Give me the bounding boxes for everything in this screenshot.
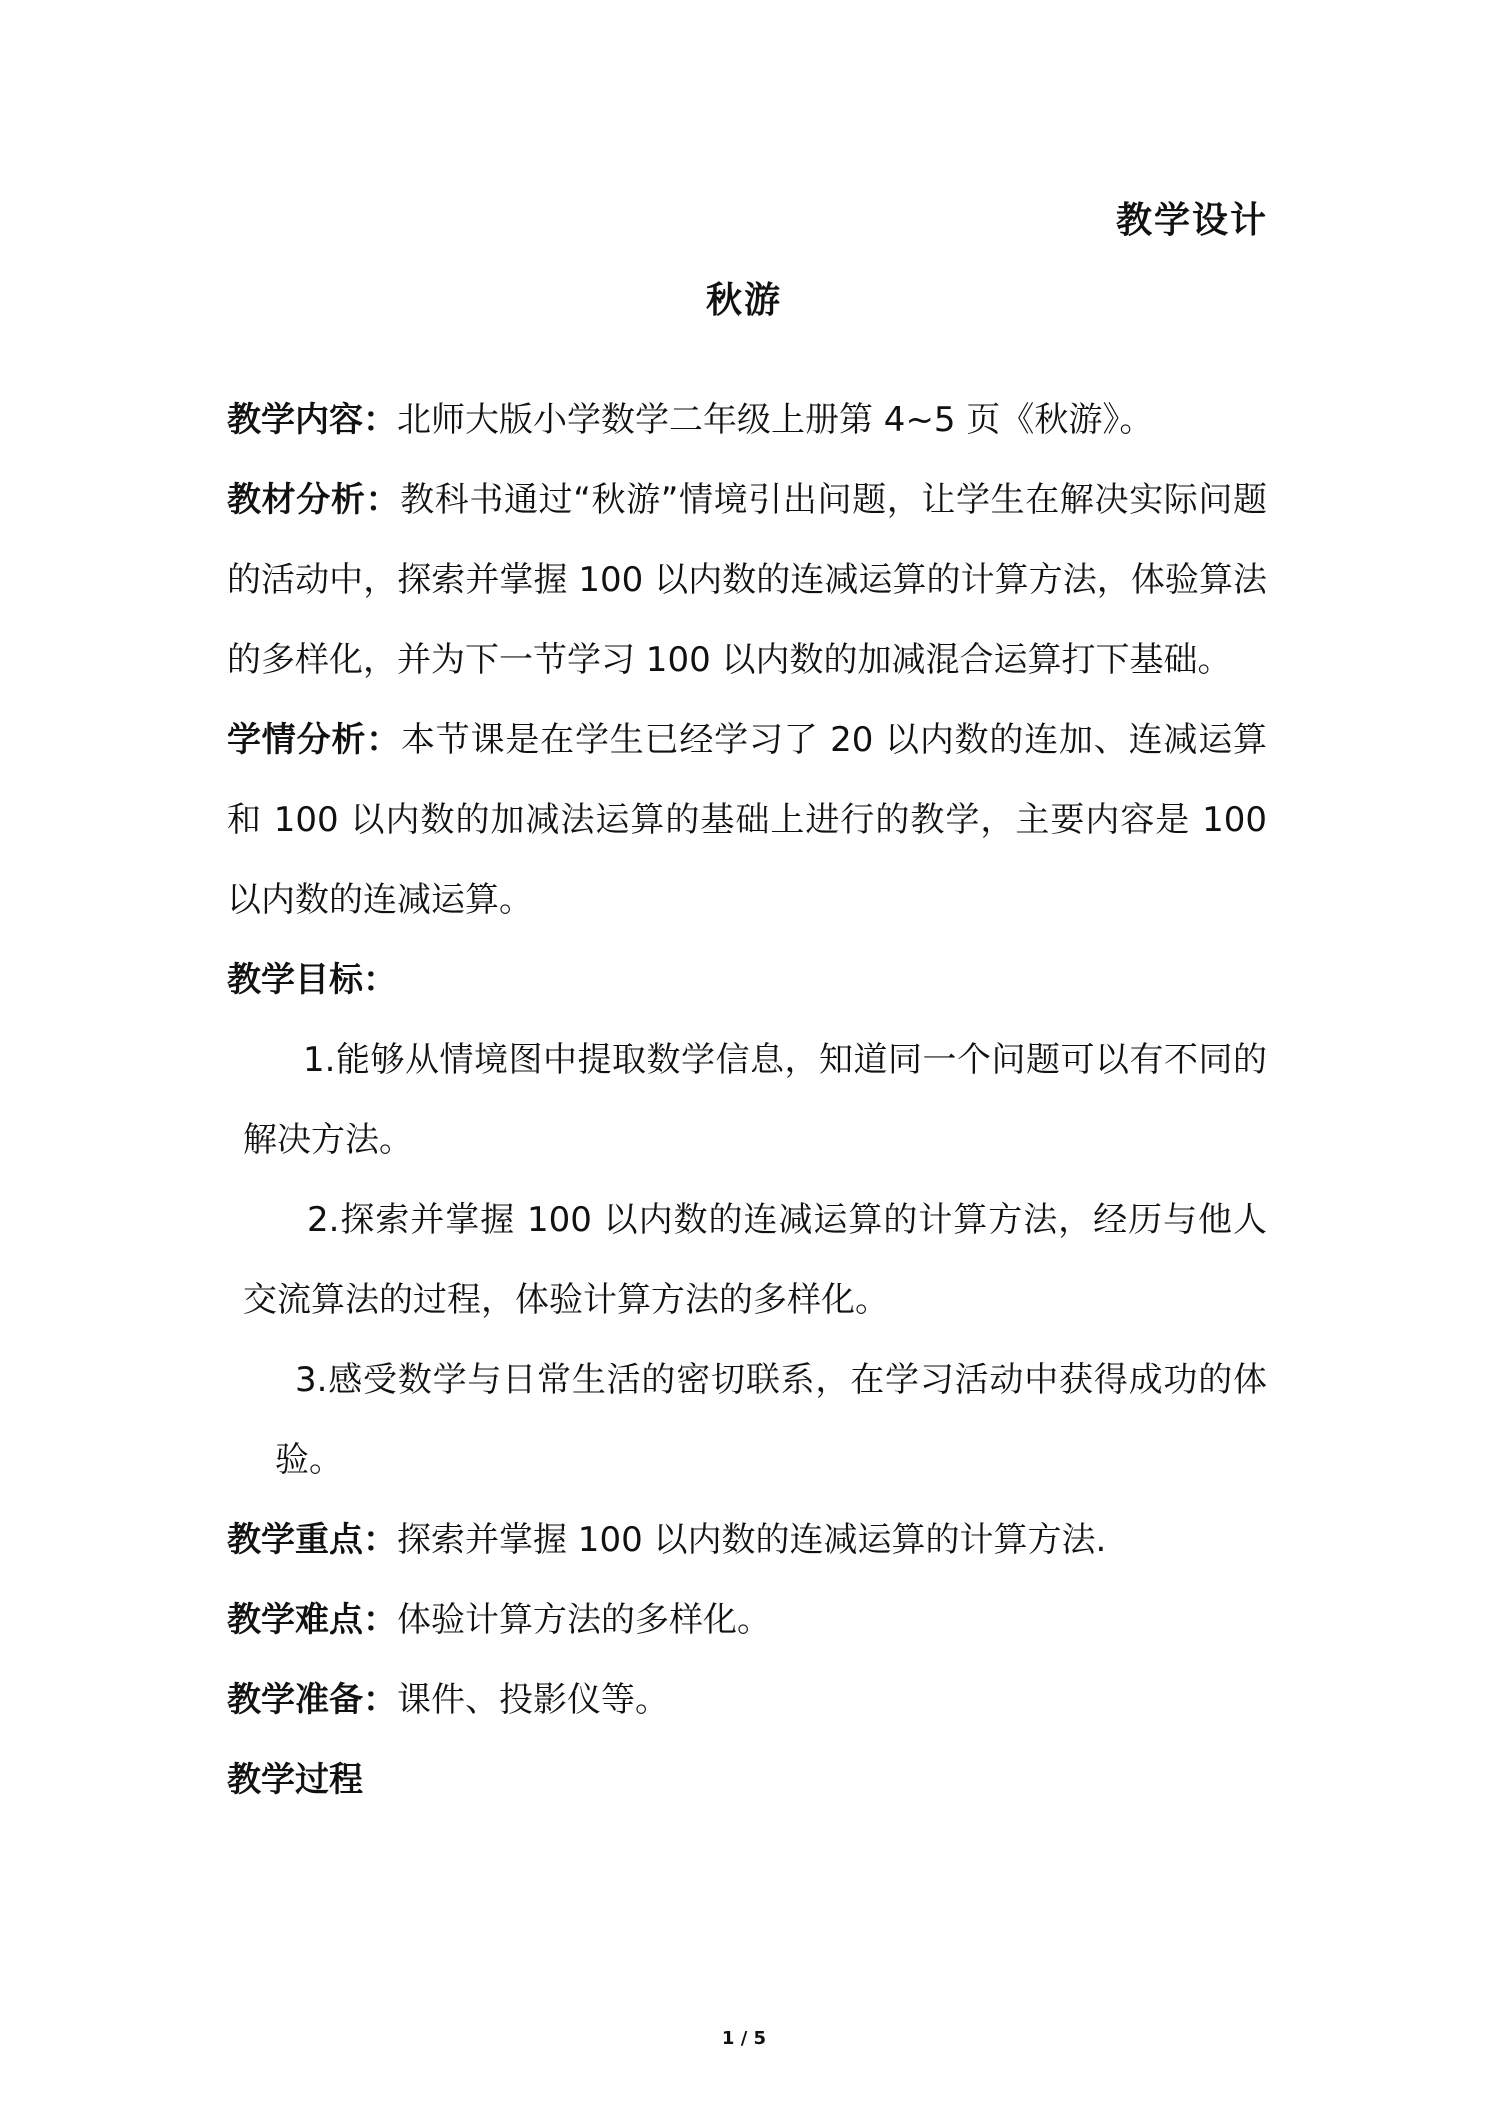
goal-item-1: 1.能够从情境图中提取数学信息，知道同一个问题可以有不同的解决方法。 [243, 1040, 1267, 1160]
preparation-text: 课件、投影仪等。 [397, 1680, 669, 1720]
teaching-process-label: 教学过程 [227, 1760, 363, 1800]
preparation-label: 教学准备： [227, 1680, 397, 1720]
difficulty-paragraph [227, 1580, 1267, 1660]
teaching-content-paragraph [227, 380, 1267, 460]
difficulty-label: 教学难点： [227, 1600, 397, 1640]
teaching-content-text: 北师大版小学数学二年级上册第 4~5 页《秋游》。 [397, 400, 1154, 440]
material-analysis-label: 教材分析： [227, 480, 401, 520]
preparation-paragraph [227, 1660, 1267, 1740]
goal-item-2: 2.探索并掌握 100 以内数的连减运算的计算方法，经历与他人交流算法的过程，体验计算方法的多样化。 [243, 1200, 1267, 1320]
teaching-content-label: 教学内容： [227, 400, 397, 440]
header-title: 教学设计 [1115, 200, 1268, 241]
page-number: 1 / 5 [721, 2028, 767, 2049]
goal-item-3: 3.感受数学与日常生活的密切联系，在学习活动中获得成功的体验。 [275, 1360, 1267, 1480]
key-point-paragraph [227, 1500, 1267, 1580]
teaching-goals-heading [227, 940, 1267, 1020]
difficulty-text: 体验计算方法的多样化。 [397, 1600, 771, 1640]
key-point-label: 教学重点： [227, 1520, 397, 1560]
document-body [227, 380, 1267, 1820]
material-analysis-paragraph [227, 460, 1267, 700]
student-analysis-text: 本节课是在学生已经学习了 20 以内数的连加、连减运算和 100 以内数的加减法运算的基础上进行的教学，主要内容是 100 以内数的连减运算。 [227, 720, 1267, 920]
student-analysis-paragraph [227, 700, 1267, 940]
material-analysis-text: 教科书通过“秋游”情境引出问题，让学生在解决实际问题的活动中，探索并掌握 100 以内数的连减运算的计算方法，体验算法的多样化，并为下一节学习 100 以内数的加减混合运算打下基础。 [227, 480, 1268, 680]
teaching-process-heading [227, 1740, 1267, 1820]
key-point-text: 探索并掌握 100 以内数的连减运算的计算方法. [397, 1520, 1107, 1560]
teaching-goals-label: 教学目标： [227, 960, 397, 1000]
student-analysis-label: 学情分析： [227, 720, 401, 760]
document-title: 秋游 [705, 280, 782, 321]
